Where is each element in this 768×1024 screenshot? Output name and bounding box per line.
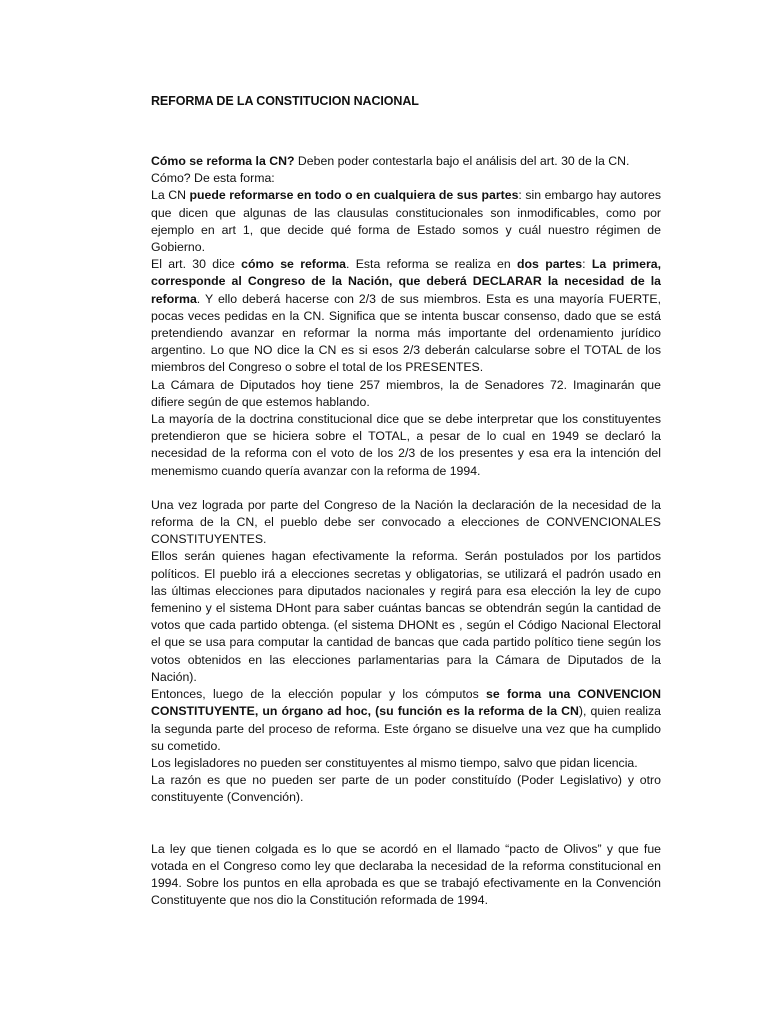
text-span: . Y ello deberá hacerse con 2/3 de sus miembros. Esta es una mayoría FUERTE, pocas veces pedidas en la CN. Significa que se intenta buscar consenso, dado que se está pretendiendo avanzar en reformar la norma más importante del ordenamiento jurídico argentino. Lo que NO dice la CN es si esos 2/3 deberán calcularse sobre el TOTAL de los miembros del Congreso o sobre el total de los PRESENTES. <box>151 291 661 375</box>
bold-text: se forma una CONVENCION CONSTITUYENTE, un órgano ad hoc, (su función es la reforma de la CN <box>151 687 662 719</box>
paragraph-spacer <box>151 480 661 497</box>
paragraph-7: Una vez lograda por parte del Congreso de la Nación la declaración de la necesidad de la reforma de la CN, el pueblo debe ser convocado a elecciones de CONVENCIONALES CONSTITUYENTES. <box>151 497 661 547</box>
paragraph-5: La Cámara de Diputados hoy tiene 257 miembros, la de Senadores 72. Imaginarán que difiere según de que estemos hablando. <box>151 377 661 409</box>
text-span: : sin embargo hay autores que dicen que algunas de las clausulas constitucionales son inmodificables, como por ejemplo en art 1, que decide qué forma de Estado somos y cuál nuestro régimen de Gobierno. <box>151 188 661 255</box>
text-span: ), quien realiza la segunda parte del proceso de reforma. Este órgano se disuelve una vez que ha cumplido su cometido. <box>151 704 661 753</box>
bold-text: puede reformarse en todo o en cualquiera de sus partes <box>189 188 519 203</box>
paragraph-3 <box>151 187 661 256</box>
paragraph-10: Los legisladores no pueden ser constituyentes al mismo tiempo, salvo que pidan licencia. <box>151 755 638 770</box>
paragraph-2: Cómo? De esta forma: <box>151 171 275 186</box>
text-span: . Esta reforma se realiza en <box>345 257 518 272</box>
paragraph-12: La ley que tienen colgada es lo que se acordó en el llamado “pacto de Olivos” y que fue votada en el Congreso como ley que declaraba la necesidad de la reforma constitucional en 1994. Sobre los puntos en ella aprobada es que se trabajó efectivamente en la Convención Constituyente que nos dio la Constitución reformada de 1994. <box>151 841 661 908</box>
paragraph-spacer <box>151 807 661 841</box>
paragraph-1 <box>151 153 661 170</box>
bold-text: Cómo se reforma la CN? <box>151 154 295 168</box>
text-span: La CN <box>151 188 190 203</box>
paragraph-9 <box>151 686 661 755</box>
text-span: Entonces, luego de la elección popular y los cómputos <box>151 687 487 702</box>
paragraph-8: Ellos serán quienes hagan efectivamente la reforma. Serán postulados por los partidos políticos. El pueblo irá a elecciones secretas y obligatorias, se utilizará el padrón usado en las últimas elecciones para diputados nacionales y regirá para esa elección la ley de cupo femenino y el sistema DHont para saber cuántas bancas se obtendrán según la cantidad de votos que cada partido obtenga. (el sistema DHONt es , según el Código Nacional Electoral el que se usa para computar la cantidad de bancas que cada partido político tiene según los votos obtenidos en las elecciones parlamentarias para la Cámara de Diputados de la Nación). <box>151 549 661 684</box>
document-body <box>151 153 661 909</box>
text-span: El art. 30 dice <box>151 257 242 272</box>
document-title: REFORMA DE LA CONSTITUCION NACIONAL <box>151 94 419 108</box>
paragraph-11: La razón es que no pueden ser parte de un poder constituído (Poder Legislativo) y otro constituyente (Convención). <box>151 773 661 805</box>
paragraph-6: La mayoría de la doctrina constitucional dice que se debe interpretar que los constituyentes pretendieron que se hiciera sobre el TOTAL, a pesar de lo cual en 1949 se declaró la necesidad de la reforma con el voto de los 2/3 de los presentes y esa era la intención del menemismo cuando quería avanzar con la reforma de 1994. <box>151 412 661 478</box>
bold-text: dos partes <box>517 257 583 272</box>
paragraph-4 <box>151 256 661 376</box>
text-span: : <box>582 257 592 272</box>
text-span: Deben poder contestarla bajo el análisis del art. 30 de la CN. <box>294 154 630 168</box>
bold-text: cómo se reforma <box>241 257 346 272</box>
bold-text: La primera, corresponde al Congreso de la Nación, que deberá DECLARAR la necesidad de la reforma <box>151 257 662 306</box>
